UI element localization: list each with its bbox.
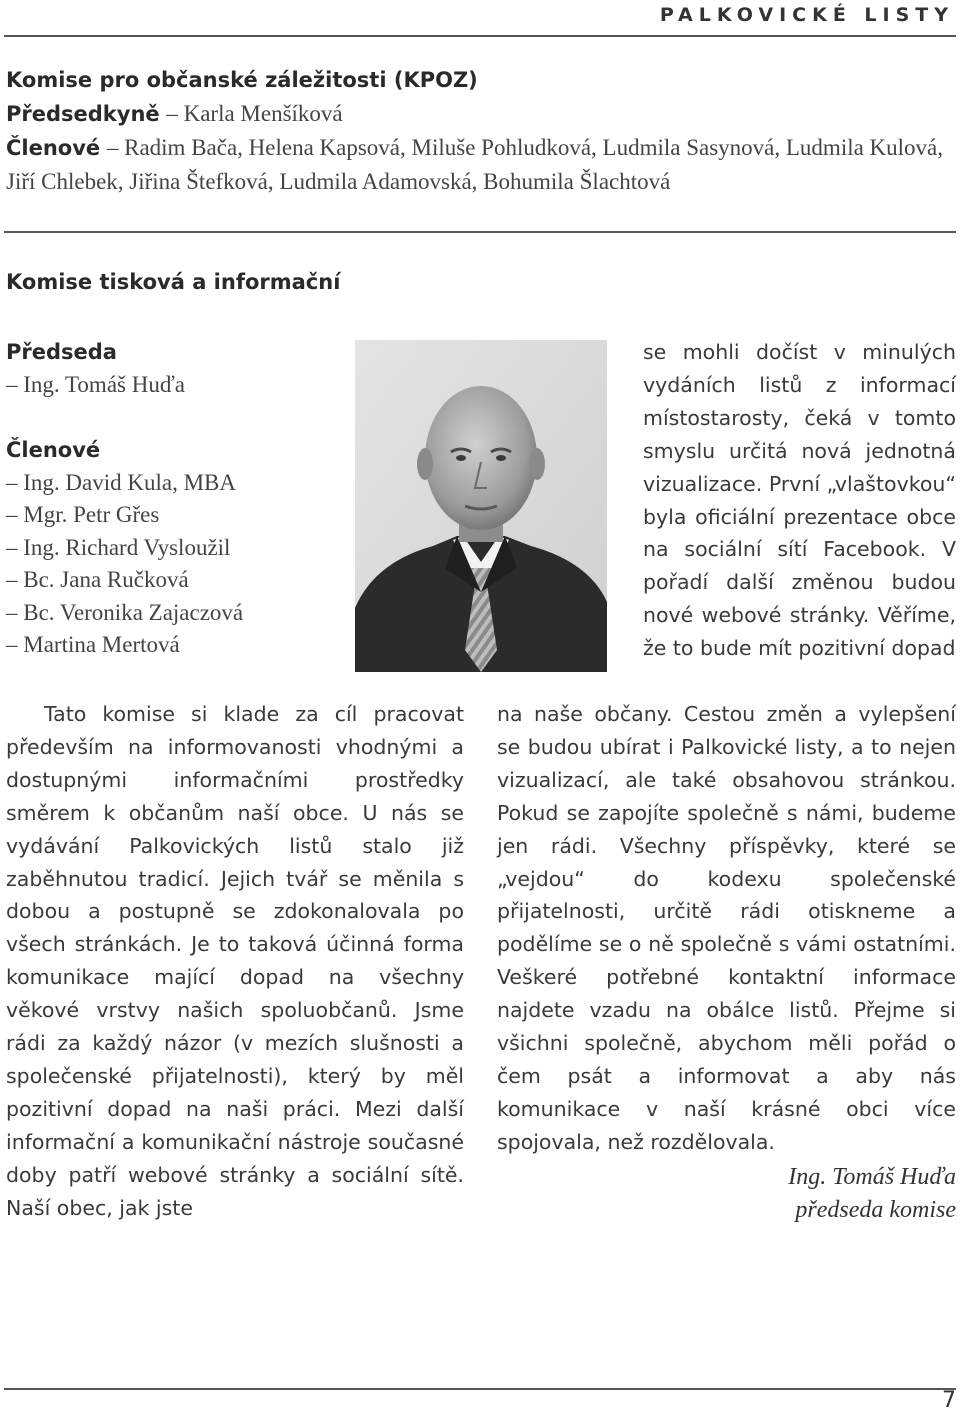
kpoz-members-role: Členové [6, 136, 101, 160]
running-header-title: PALKOVICKÉ LISTY [659, 4, 954, 26]
article-left-column [6, 698, 464, 1225]
section-divider [4, 231, 956, 233]
kpoz-chair-line [6, 97, 956, 131]
press-member: – Martina Mertová [6, 632, 180, 657]
kpoz-title: Komise pro občanské záležitosti (KPOZ) [6, 68, 478, 92]
signature-block [788, 1161, 956, 1227]
press-chair-name: – Ing. Tomáš Huďa [6, 371, 185, 397]
press-member: – Ing. Richard Vysloužil [6, 534, 231, 560]
press-chair-block [6, 336, 185, 401]
press-members-role: Členové [6, 438, 101, 462]
press-member: – Ing. David Kula, MBA [6, 469, 236, 495]
press-member: – Bc. Veronika Zajaczová [6, 599, 244, 625]
header-divider [4, 35, 956, 37]
kpoz-members-names: – Radim Bača, Helena Kapsová, Miluše Pohludková, Ludmila Sasynová, Ludmila Kulová, Jiří Chlebek, Jiřina Štefková, Ludmila Adamovská, Bohumila Šlachtová [6, 135, 944, 194]
kpoz-chair-name: – Karla Menšíková [166, 101, 343, 126]
signature-role: předseda komise [795, 1197, 956, 1223]
kpoz-members-line [6, 131, 956, 199]
page-number: 7 [942, 1388, 956, 1413]
article-right-column-bottom: na naše občany. Cestou změn a vylepšení se budou ubírat i Palkovické listy, a to nejen vizualizací, ale také obsahovou stránkou. Pokud se zapojíte společně s námi, budeme jen rádi. Všechny příspěvky, které se „vejdou“ do kodexu společenské přijatelnosti, určitě rádi otiskneme a podělíme se o ně společně s vámi ostatními. Veškeré potřebné kontaktní informace najdete vzadu na obálce listů. Přejme si všichni společně, abychom měli pořád o čem psát a informovat a aby nás komunikace v naší krásné obci více spojovala, než rozdělovala. [497, 702, 956, 1154]
press-members-block [6, 434, 243, 662]
footer-divider [4, 1388, 956, 1390]
press-chair-role: Předseda [6, 340, 117, 364]
article-left-text: Tato komise si klade za cíl pracovat především na informovanosti vhodnými a dostupnými informačními prostředky směrem k občanům naší obce. U nás se vydávání Palkovických listů stalo již zaběhnutou tradicí. Jejich tvář se měnila s dobou a postupně se zdokonalovala po všech stránkách. Je to taková účinná forma komunikace mající dopad na všechny věkové vrstvy našich spoluobčanů. Jsme rádi za každý názor (v mezích slušnosti a společenské přijatelnosti), který by měl pozitivní dopad na naši práci. Mezi další informační a komunikační nástroje současné doby patří webové stránky a sociální sítě. Naší obec, jak jste [6, 702, 464, 1220]
press-member: – Bc. Jana Ručková [6, 567, 189, 592]
portrait-photo [355, 340, 607, 672]
kpoz-section [6, 64, 956, 199]
signature-name: Ing. Tomáš Huďa [788, 1164, 956, 1190]
article-right-column-top: se mohli dočíst v minulých vydáních listů z informací místostarosty, čeká v tomto smyslu určitá nová jednotná vizualizace. První „vlaštovkou“ byla oficiální prezentace obce na sociální sítí Facebook. V pořadí další změnou budou nové webové stránky. Věříme, že to bude mít pozitivní dopad [643, 340, 956, 661]
press-committee-title: Komise tisková a informační [6, 270, 341, 294]
press-member: – Mgr. Petr Gřes [6, 502, 160, 527]
kpoz-chair-role: Předsedkyně [6, 102, 160, 126]
